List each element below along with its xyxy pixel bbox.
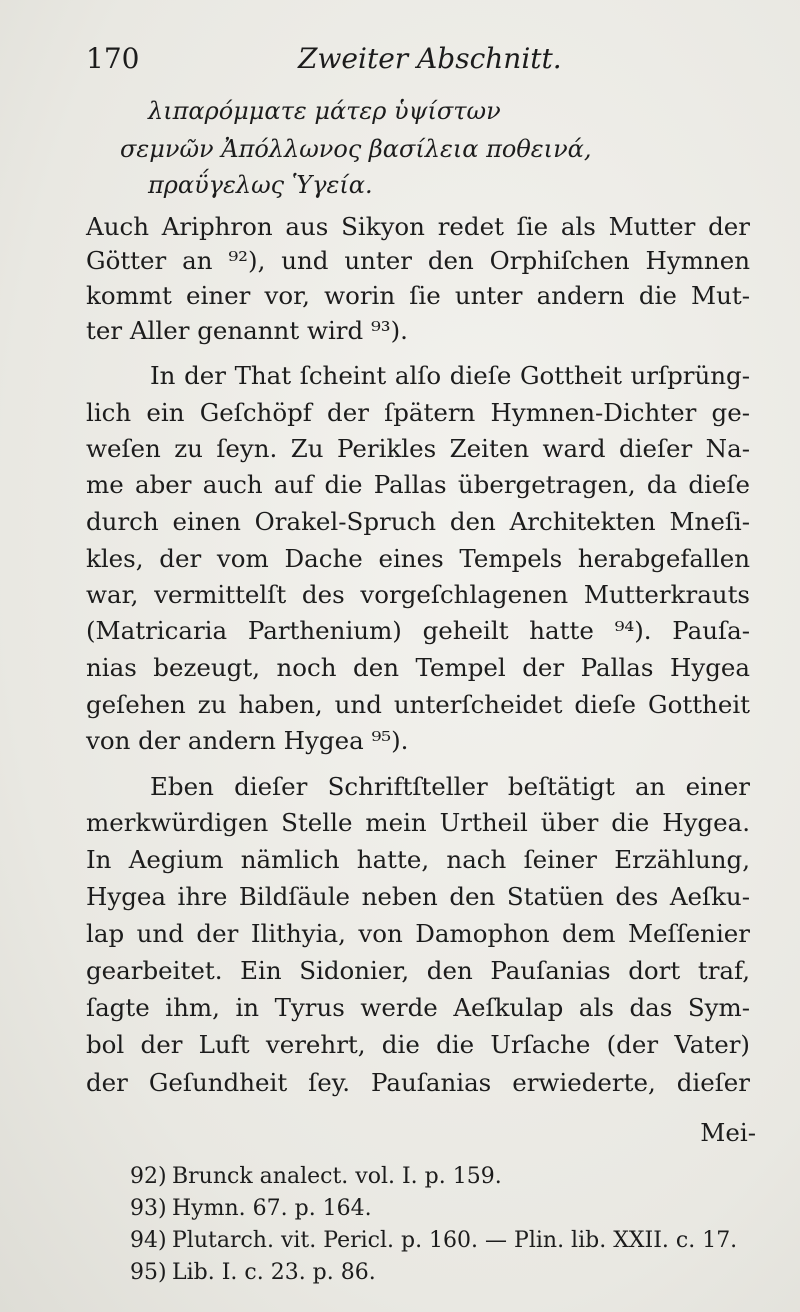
footnote-marker: 92)	[130, 1164, 167, 1189]
body-line: (Matricaria Parthenium) geheilt hatte ⁹⁴). Pauſa-	[86, 616, 750, 645]
body-line: merkwürdigen Stelle mein Urtheil über die Hygea.	[86, 808, 750, 837]
body-line: gearbeitet. Ein Sidonier, den Pauſanias dort traf,	[86, 956, 750, 985]
greek-quote-line: λιπαρόμματε μάτερ ὑψίστων	[148, 97, 501, 125]
body-line: nias bezeugt, noch den Tempel der Pallas Hygea	[86, 653, 750, 682]
greek-quote-line: σεμνῶν Ἀπόλλωνος βασίλεια ποθεινά,	[120, 135, 592, 163]
body-line: lap und der Ilithyia, von Damophon dem Meſſenier	[86, 919, 750, 948]
body-line: weſen zu ſeyn. Zu Perikles Zeiten ward dieſer Na-	[86, 434, 750, 463]
body-line: von der andern Hygea ⁹⁵).	[86, 726, 409, 755]
body-line: war, vermittelſt des vorgeſchlagenen Mutterkrauts	[86, 580, 750, 609]
body-line: In der That ſcheint alſo dieſe Gottheit urſprüng-	[150, 361, 750, 390]
body-line: me aber auch auf die Pallas übergetragen, da dieſe	[86, 470, 750, 499]
body-line: durch einen Orakel-Spruch den Architekten Mneſi-	[86, 507, 750, 536]
footnote	[130, 1258, 760, 1288]
footnote-marker: 95)	[130, 1260, 167, 1285]
greek-quote-line: πραΰγελως Ὑγεία.	[148, 171, 373, 199]
body-line: kles, der vom Dache eines Tempels herabgefallen	[86, 544, 750, 573]
page-number: 170	[86, 42, 140, 75]
body-line: geſehen zu haben, und unterſcheidet dieſe Gottheit	[86, 690, 750, 719]
footnote	[130, 1226, 760, 1256]
body-line: Götter an ⁹²), und unter den Orphiſchen Hymnen	[86, 246, 750, 275]
page-header	[86, 34, 746, 84]
body-line: Auch Ariphron aus Sikyon redet ſie als Mutter der	[86, 212, 750, 241]
footnote-text: Brunck analect. vol. I. p. 159.	[172, 1164, 502, 1189]
footnote-text: Hymn. 67. p. 164.	[172, 1196, 372, 1221]
body-line: Eben dieſer Schriftſteller beſtätigt an einer	[150, 772, 750, 801]
footnote-marker: 94)	[130, 1228, 167, 1253]
body-line: kommt einer vor, worin ſie unter andern die Mut-	[86, 281, 750, 310]
body-line: ter Aller genannt wird ⁹³).	[86, 316, 408, 345]
body-line: In Aegium nämlich hatte, nach ſeiner Erzählung,	[86, 845, 750, 874]
body-line: bol der Luft verehrt, die die Urſache (der Vater)	[86, 1030, 750, 1059]
footnote	[130, 1162, 760, 1192]
body-line: lich ein Geſchöpf der ſpätern Hymnen-Dichter ge-	[86, 398, 750, 427]
footnote-marker: 93)	[130, 1196, 167, 1221]
footnote-text: Lib. I. c. 23. p. 86.	[172, 1260, 376, 1285]
body-line: ſagte ihm, in Tyrus werde Aeſkulap als das Sym-	[86, 993, 750, 1022]
body-line: Hygea ihre Bildſäule neben den Statüen des Aeſku-	[86, 882, 750, 911]
catchword: Mei-	[700, 1118, 756, 1147]
body-line: der Geſundheit ſey. Pauſanias erwiederte, dieſer	[86, 1068, 750, 1097]
footnote-text: Plutarch. vit. Pericl. p. 160. — Plin. lib. XXII. c. 17.	[172, 1228, 738, 1253]
footnote	[130, 1194, 760, 1224]
running-head: Zweiter Abschnitt.	[298, 42, 562, 75]
